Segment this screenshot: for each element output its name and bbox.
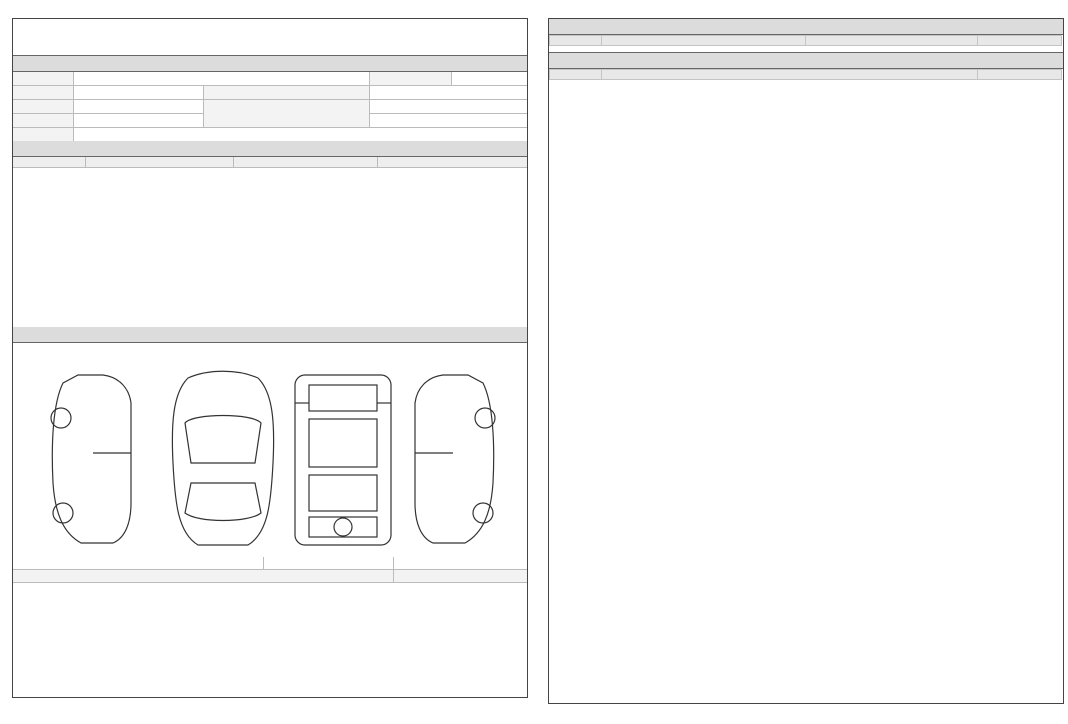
other-col-item (602, 70, 978, 80)
right-rear-wheel (473, 503, 493, 523)
accident-header (13, 327, 527, 343)
detail-header (549, 19, 1063, 35)
transmission-options (369, 100, 527, 113)
fuel-options (73, 128, 527, 141)
other-col-price (978, 70, 1062, 80)
overall-status-section (13, 141, 527, 317)
page-right (548, 18, 1064, 704)
label-vehicle-name (13, 72, 73, 85)
left-rear-wheel (53, 503, 73, 523)
label-reg-number (369, 72, 451, 85)
label-first-reg (13, 100, 73, 113)
other-header (549, 52, 1063, 69)
page-left (12, 18, 528, 698)
accident-history-options (153, 557, 263, 569)
label-damage-parts (13, 570, 393, 582)
label-simple-repair (263, 557, 393, 569)
detail-table (549, 35, 1062, 46)
detail-col-parts (602, 36, 806, 46)
vehicle-name (73, 72, 369, 85)
overall-col-history (13, 157, 85, 167)
simple-repair-options (393, 557, 527, 569)
overall-col-parts (233, 157, 377, 167)
accident-section (13, 327, 527, 343)
label-vin (13, 114, 73, 127)
overall-col-status (85, 157, 233, 167)
overall-header (13, 141, 527, 157)
basic-info-header (13, 56, 527, 72)
label-inspection-period (203, 86, 369, 99)
reg-number (451, 72, 527, 85)
label-fuel (13, 128, 73, 141)
first-reg-date (73, 100, 203, 113)
car-diagram (33, 363, 513, 553)
label-year (13, 86, 73, 99)
detail-col-status (806, 36, 978, 46)
model-year (73, 86, 203, 99)
detail-col-device (550, 36, 602, 46)
detail-col-price (978, 36, 1062, 46)
vin (73, 114, 203, 127)
other-table (549, 69, 1062, 80)
car-right-side-outline (415, 375, 494, 543)
inspection-period (369, 86, 527, 99)
form-header (13, 19, 527, 56)
damage-price-header (393, 570, 527, 582)
car-left-side-outline (52, 375, 131, 543)
overall-col-price (377, 157, 527, 167)
car-top-outline (172, 371, 273, 545)
transmission-options-2 (369, 114, 527, 127)
label-accident-history (13, 557, 153, 569)
